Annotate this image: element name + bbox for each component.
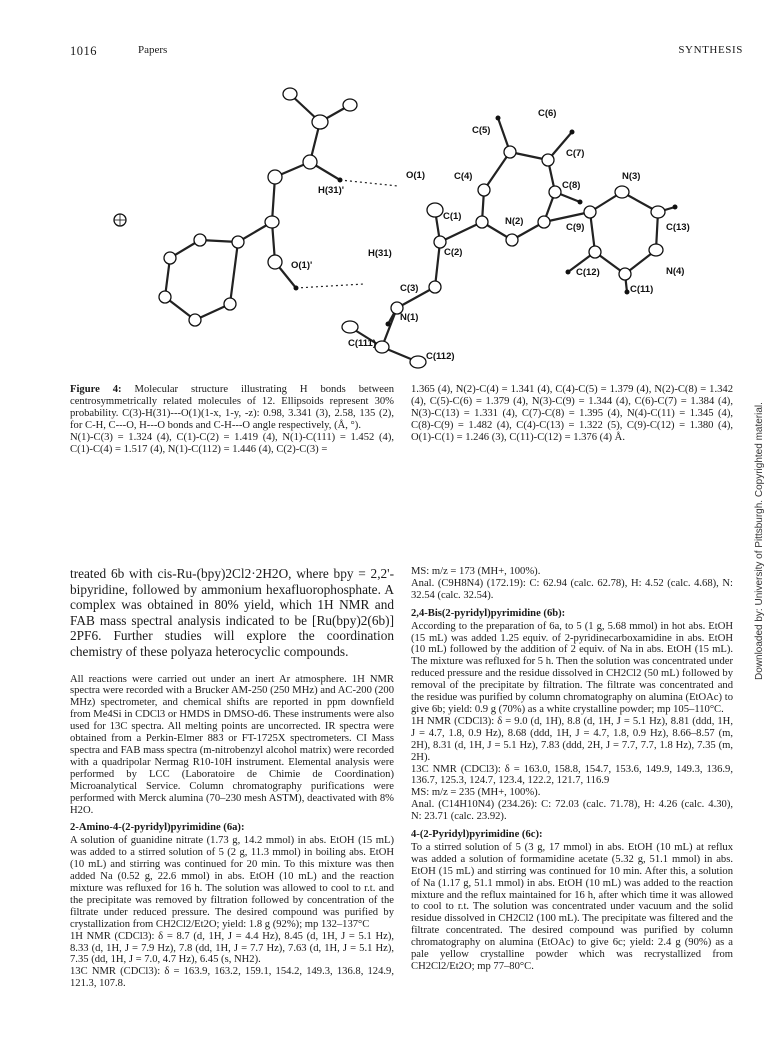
caption-text: Molecular structure illustrating H bonds between centrosymmetrically related molecules of 12. Ellipsoids represent 30% probability. C(3)-H(31)---O(1)(1-x, 1-y, -z): 0.98, 3.341 (3), 2.58, 135 (2), for C-H, C---O, H---O bonds and C-H---O angle respectively, (Å, °). [70,384,394,431]
hnmr-6a: 1H NMR (CDCl3): δ = 8.7 (d, 1H, J = 4.4 Hz), 8.45 (d, 1H, J = 5.1 Hz), 8.33 (d, 1H, J = 7.9 Hz), 7.8 (dd, 1H, J = 7.7 Hz), 7.63 (d, 1H, J = 5.1 Hz), 7.35 (dd, 1H, J = 7.0, 4.7 Hz), 6.45 (s, NH2). [70,930,394,966]
procedure-6c: To a stirred solution of 5 (3 g, 17 mmol) in abs. EtOH (10 mL) at reflux was added a solution of formamidine acetate (5.32 g, 51.1 mmol) in abs. EtOH (15 mL) and stirring was continued for 10 min. After this, a solution of Na (1.17 g, 51.1 mmol) in abs. EtOH (10 mL) was added to the reaction mixture and the reflux maintained for 16 h, after which time it was allowed to cool to r.t. The solution was concentrated under vacuum and the solid residue dissolved in CH2Cl2 (100 mL). The precipitate was filtered and the filtrate concentrated. The desired compound was purified by column chromatography on alumina (EtOAc) to give 6c; yield: 2.4 g (90%) as a pale yellow crystalline powder which was recrystallized from CH2Cl2/Et2O; mp 77–80°C. [411,841,733,972]
heading-6b: 2,4-Bis(2-pyridyl)pyrimidine (6b): [411,607,566,619]
caption-bond-lengths-continued: 1.365 (4), N(2)-C(4) = 1.341 (4), C(4)-C(5) = 1.379 (4), N(2)-C(8) = 1.342 (4), C(5)-C(6) = 1.379 (4), N(3)-C(9) = 1.344 (4), C(6)-C(7) = 1.384 (4), N(3)-C(13) = 1.331 (4), C(7)-C(8) = 1.395 (4), N(4)-C(11) = 1.345 (4), C(8)-C(9) = 1.482 (4), C(4)-C(13) = 1.322 (5), C(9)-C(12) = 1.380 (4), O(1)-C(1) = 1.246 (3), C(11)-C(12) = 1.376 (4) Å. [411,384,733,443]
atom-label: C(4) [454,171,473,182]
caption-label: Figure 4: [70,384,122,395]
procedure-6a: A solution of guanidine nitrate (1.73 g, 14.2 mmol) in abs. EtOH (15 mL) was added to a stirred solution of 5 (2 g, 11.3 mmol) in boiling abs. EtOH (10 mL) and stirring was continued for 20 min. To this mixture was then added Na (0.52 g, 22.6 mmol) in abs. EtOH (10 mL) and the reaction mixture was refluxed for 16 h. The solution was allowed to cool to r.t. and the precipitate was removed by filtration followed by concentration of the filtrate under reduced pressure. The desired compound was purified by crystallization from CH2Cl2/Et2O; yield: 1.8 g (92%); mp 132–137°C [70,835,394,930]
download-notice-text: Downloaded by: University of Pittsburgh. Copyrighted material. [754,402,765,680]
atom-label: C(5) [472,125,491,136]
atom-label: C(11) [630,284,654,295]
heading-6a: 2-Amino-4-(2-pyridyl)pyrimidine (6a): [70,822,245,834]
cnmr-6a: 13C NMR (CDCl3): δ = 163.9, 163.2, 159.1, 154.2, 149.3, 136.8, 124.9, 121.3, 107.8. [70,966,394,990]
intro-paragraph: treated 6b with cis-Ru-(bpy)2Cl2·2H2O, where bpy = 2,2'-bipyridine, followed by ammonium hexafluorophosphate. A complex was obtained in 80% yield, which 1H NMR and FAB mass spectral analysis indicated to be [Ru(bpy)2(6b)] 2PF6. Further studies will explore the coordination chemistry of these polyaza heterocyclic compounds. [70,566,394,659]
atom-label: N(2) [505,216,524,227]
ms-6b: MS: m/z = 235 (MH+, 100%). [411,787,541,799]
atom-label: C(3) [400,283,419,294]
figure-caption [70,384,394,455]
section-label: Papers [138,44,168,56]
atom-label: H(31)' [318,185,345,196]
ortep-diagram [100,62,720,380]
atom-label: C(9) [566,222,585,233]
left-column [70,566,394,990]
atom-label: O(1)' [291,260,313,271]
journal-name: SYNTHESIS [678,44,743,56]
download-watermark [752,380,766,680]
right-column [411,566,733,973]
experimental-paragraph: All reactions were carried out under an inert Ar atmosphere. 1H NMR spectra were recorded with a Brucker AM-250 (250 MHz) and AC-200 (200 MHz) spectrometer, and chemical shifts are reported in ppm downfield from Me4Si in CDCl3 or HMDS in DMSO-d6. These instruments were also used for 13C spectra. All melting points are uncorrected. IR spectra were obtained from a Perkin-Elmer 883 or FT-1725X spectrometers. CI Mass spectra and FAB mass spectra (m-nitrobenzyl alcohol matrix) were recorded with a quadripolar Nermag R10-10H instrument. Elemental analysis were performed by LCC (Laboratoire de Chimie de Coordination) Microanalytical Service. Column chromatography purifications were performed with Merck alumina (70–230 mesh ASTM), deactivated with 8% H2O. [70,673,394,816]
molecular-structure-figure [100,62,720,380]
atom-label: N(3) [622,171,641,182]
atom-label: C(8) [562,180,581,191]
atom-label: C(112) [426,351,455,362]
atom-label: C(7) [566,148,585,159]
analysis-6b: Anal. (C14H10N4) (234.26): C: 72.03 (calc. 71.78), H: 4.26 (calc. 4.30), N: 23.71 (calc. 23.92). [411,799,733,823]
analysis-6a: Anal. (C9H8N4) (172.19): C: 62.94 (calc. 62.78), H: 4.52 (calc. 4.68), N: 32.54 (calc. 32.54). [411,577,733,601]
atom-label: C(111) [348,338,376,349]
atom-label: C(2) [444,247,463,258]
hnmr-6b: 1H NMR (CDCl3): δ = 9.0 (d, 1H), 8.8 (d, 1H, J = 5.1 Hz), 8.81 (ddd, 1H, J = 4.7, 1.8, 0.9 Hz), 8.68 (ddd, 1H, J = 4.7, 1.8, 0.9 Hz), 8.66–8.57 (m, 2H), 8.31 (d, 1H, J = 5.1 Hz), 7.83 (ddd, 2H, J = 7.7, 7.7, 1.8 Hz), 7.35 (m, 2H). [411,715,733,763]
atom-label: C(1) [443,211,462,222]
caption-bond-lengths: N(1)-C(3) = 1.324 (4), C(1)-C(2) = 1.419 (4), N(1)-C(111) = 1.452 (4), C(1)-C(4) = 1.517 (4), N(1)-C(112) = 1.446 (4), C(2)-C(3) = [70,431,394,455]
cnmr-6b: 13C NMR (CDCl3): δ = 163.0, 158.8, 154.7, 153.6, 149.9, 149.3, 136.9, 136.7, 125.3, 124.7, 123.4, 122.2, 121.7, 116.9 [411,763,733,787]
atom-label: H(31) [368,248,392,259]
ms-6a: MS: m/z = 173 (MH+, 100%). [411,566,541,577]
atom-label: N(1) [400,312,419,323]
atom-label: N(4) [666,266,685,277]
page-number: 1016 [70,44,97,58]
atom-label: C(13) [666,222,690,233]
heading-6c: 4-(2-Pyridyl)pyrimidine (6c): [411,829,543,841]
atom-label: O(1) [406,170,425,181]
atom-label: C(12) [576,267,600,278]
atom-label: C(6) [538,108,557,119]
procedure-6b: According to the preparation of 6a, to 5 (1 g, 5.68 mmol) in hot abs. EtOH (15 mL) was added 1.25 equiv. of 2-pyridinecarboxamidine in abs. EtOH (10 mL) followed by the addition of 2 equiv. of Na in abs. EtOH (15 mL). The mixture was refluxed for 5 h. Then the solution was concentrated under reduced pressure and the residue dissolved in CH2Cl2 (50 mL) followed by removal of the precipitate by filtration. The filtrate was concentrated and the residue was purified by column chromatography on alumina (EtOAc) to give 6b; yield: 0.9 g (70%) as a white crystalline powder; mp 105–110°C. [411,620,733,715]
